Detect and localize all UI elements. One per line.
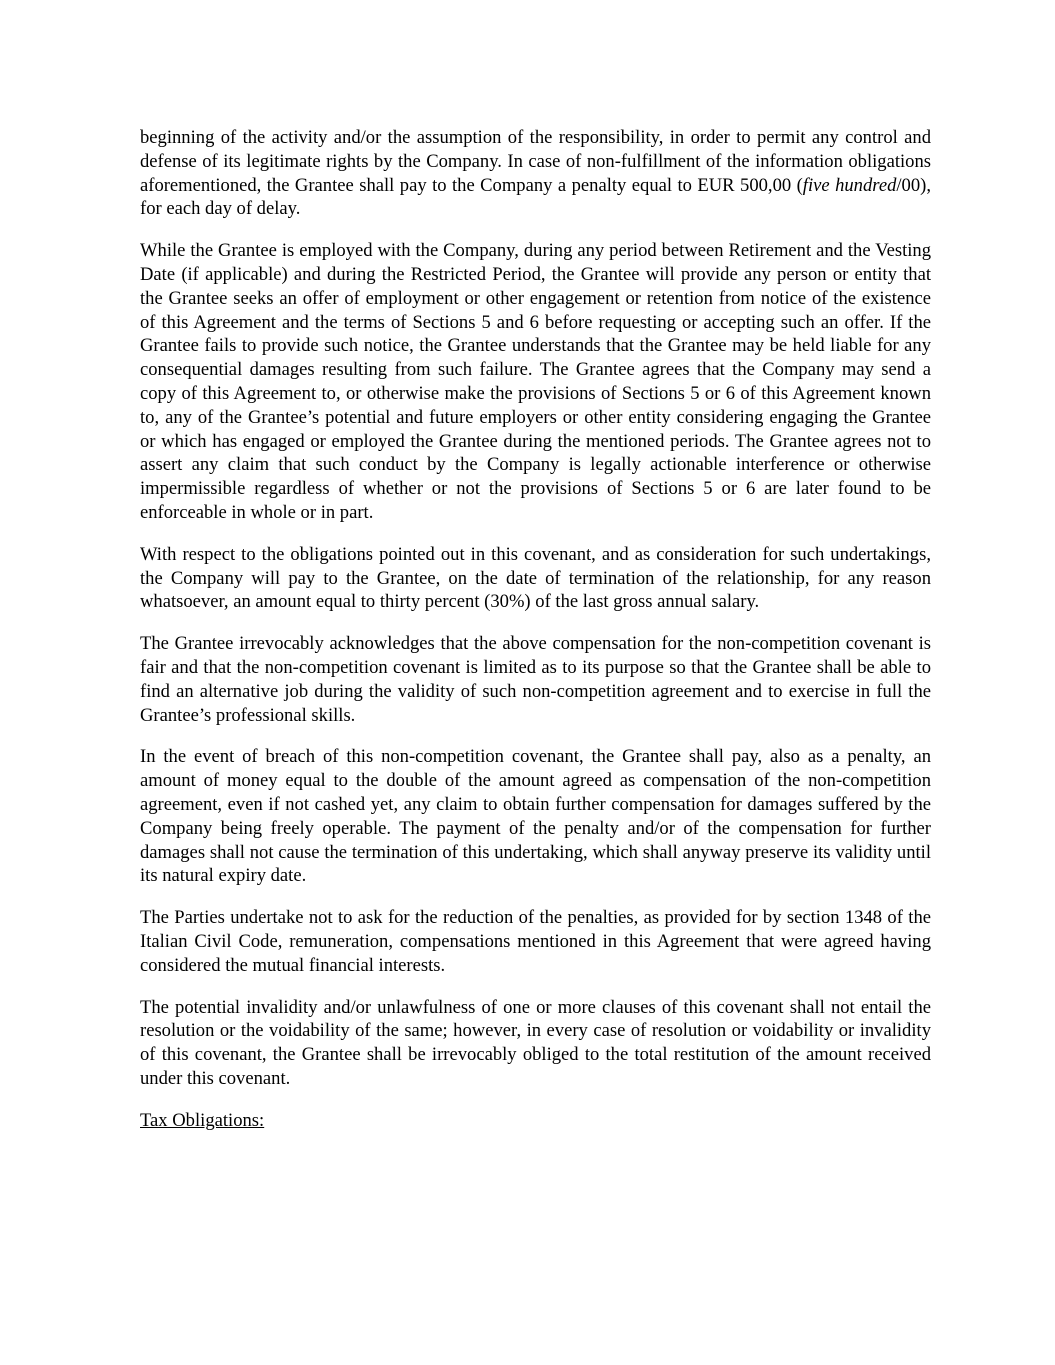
paragraph-text-end: /00), for each day of delay. (140, 174, 931, 220)
italic-amount-words: five hundred (802, 174, 897, 196)
paragraph-invalidity: The potential invalidity and/or unlawfulness of one or more clauses of this covenant shall not entail the resolution or the voidability of the same; however, in every case of resolution or voidability or invalidity of this covenant, the Grantee shall be irrevocably obliged to the total restitution of the amount received under this covenant. (140, 996, 931, 1089)
paragraph-acknowledgement: The Grantee irrevocably acknowledges that the above compensation for the non-competition covenant is fair and that the non-competition covenant is limited as to its purpose so that the Grantee shall be able to find an alternative job during the validity of such non-competition agreement and to exercise in full the Grantee’s professional skills. (140, 633, 931, 726)
paragraph-notice-obligation: While the Grantee is employed with the Company, during any period between Retirement and the Vesting Date (if applicable) and during the Restricted Period, the Grantee will provide any person or entity that the Grantee seeks an offer of employment or other engagement or retention from notice of the existence of this Agreement and the terms of Sections 5 and 6 before requesting or accepting such an offer. If the Grantee fails to provide such notice, the Grantee understands that the Grantee may be held liable for any consequential damages resulting from such failure. The Grantee agrees that the Company may send a copy of this Agreement to, or otherwise make the provisions of Sections 5 or 6 of this Agreement known to, any of the Grantee’s potential and future employers or other entity considering engaging the Grantee or which has engaged or employed the Grantee during the mentioned periods. The Grantee agrees not to assert any claim that such conduct by the Company is legally actionable interference or otherwise impermissible regardless of whether or not the provisions of Sections 5 or 6 are later found to be enforceable in whole or in part. (140, 240, 931, 523)
document-page (140, 126, 931, 1150)
paragraph-breach-penalty: In the event of breach of this non-competition covenant, the Grantee shall pay, also as a penalty, an amount of money equal to the double of the amount agreed as compensation of the non-competition agreement, even if not cashed yet, any claim to obtain further compensation for damages suffered by the Company being freely operable. The payment of the penalty and/or of the compensation for further damages shall not cause the termination of this undertaking, which shall anyway preserve its validity until its natural expiry date. (140, 746, 931, 887)
paragraph-penalty-delay (140, 126, 931, 221)
section-heading-tax-obligations: Tax Obligations: (140, 1109, 265, 1131)
paragraph-consideration: With respect to the obligations pointed out in this covenant, and as consideration for such undertakings, the Company will pay to the Grantee, on the date of termination of the relationship, for any reason whatsoever, an amount equal to thirty percent (30%) of the last gross annual salary. (140, 543, 931, 613)
paragraph-penalty-reduction: The Parties undertake not to ask for the reduction of the penalties, as provided for by section 1348 of the Italian Civil Code, remuneration, compensations mentioned in this Agreement that were agreed having considered the mutual financial interests. (140, 907, 931, 976)
paragraph-text-start: beginning of the activity and/or the assumption of the responsibility, in order to permit any control and defense of its legitimate rights by the Company. In case of non-fulfillment of the information obligations aforementioned, the Grantee shall pay to the Company a penalty equal to EUR 500,00 ( (140, 127, 931, 196)
